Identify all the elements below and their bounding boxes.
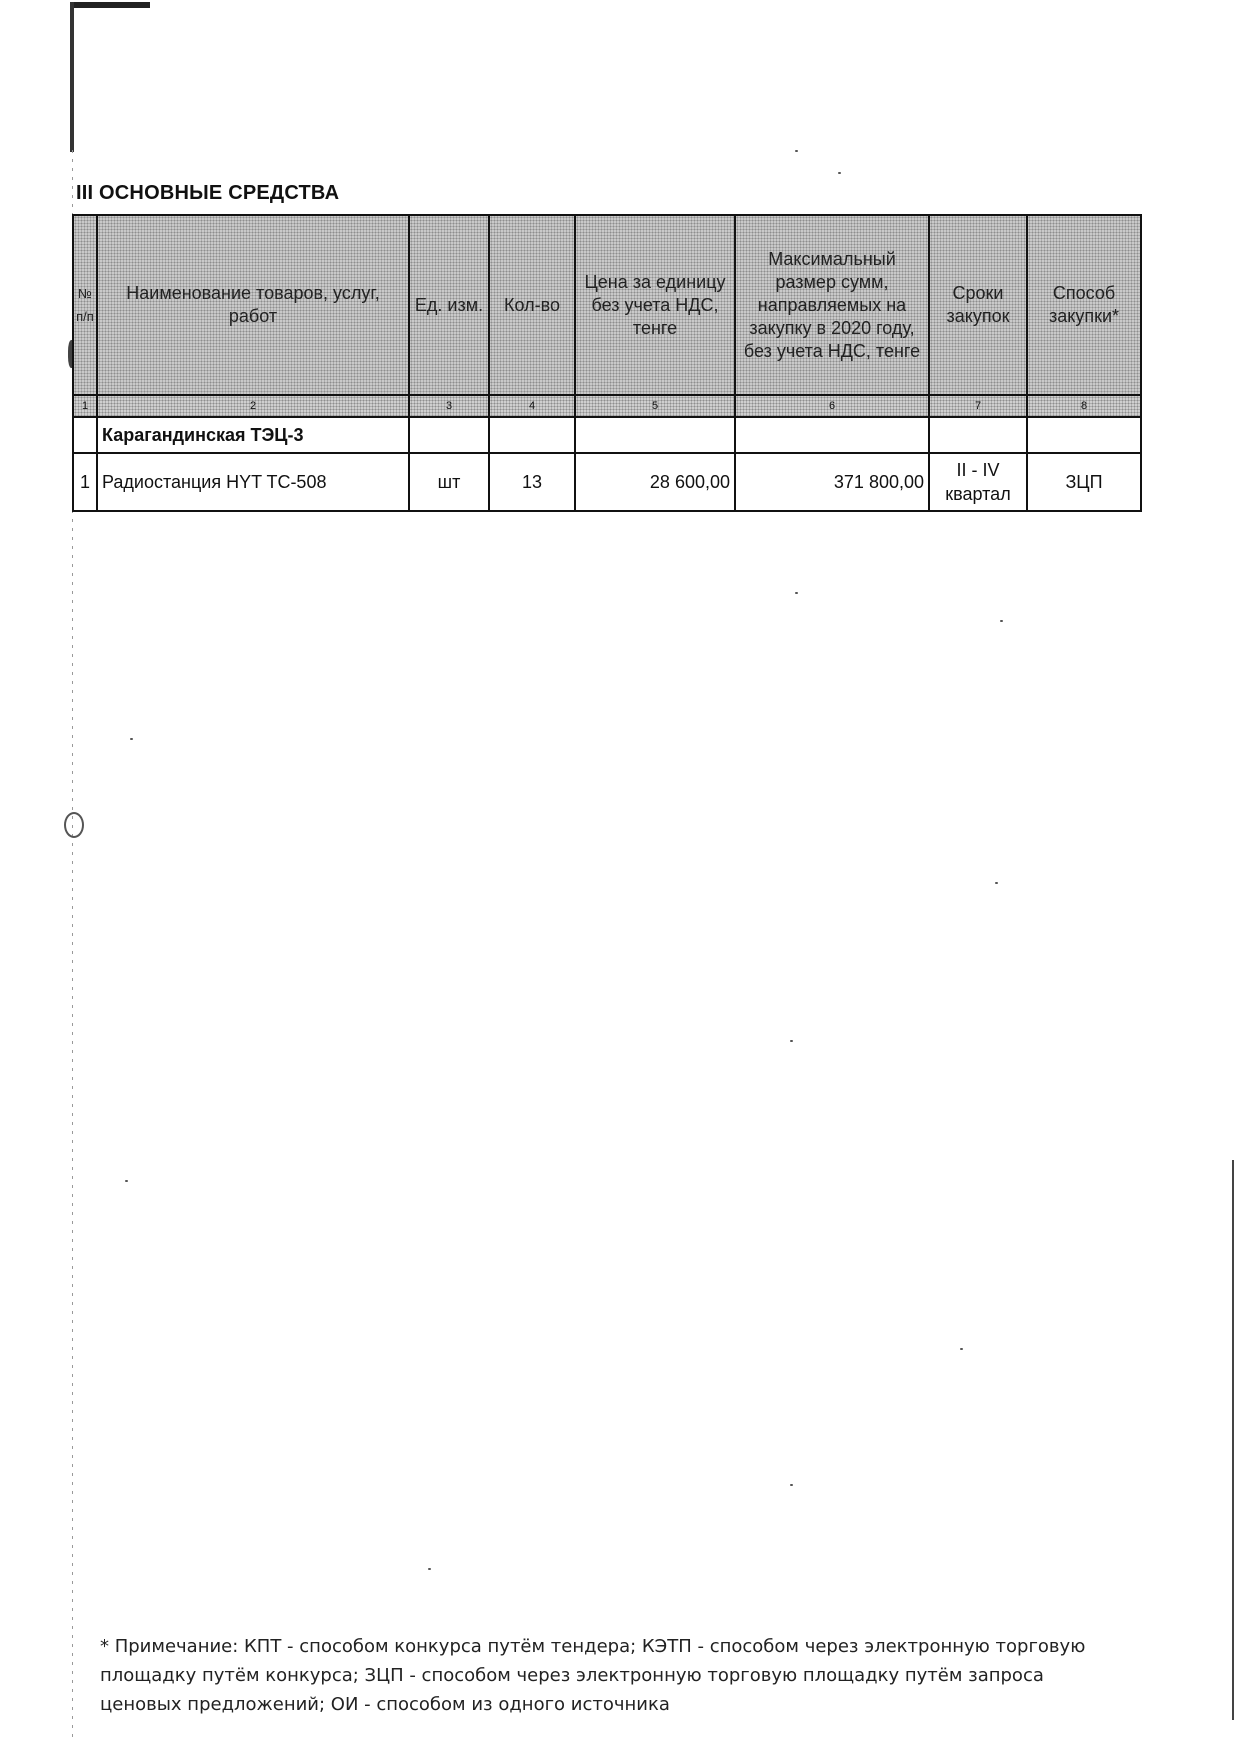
column-number: 4 (489, 395, 575, 417)
column-number-row (73, 395, 1141, 417)
table-header-row (73, 215, 1141, 395)
scan-speck (790, 1040, 793, 1042)
header-max-sum: Максимальный размер сумм, направляемых на закупку в 2020 году, без учета НДС, тенге (735, 215, 929, 395)
header-unit-price: Цена за единицу без учета НДС, тенге (575, 215, 735, 395)
table-row (73, 453, 1141, 511)
scan-speck (960, 1348, 963, 1350)
header-period: Сроки закупок (929, 215, 1027, 395)
group-cell-empty (409, 417, 489, 453)
item-period-unit: квартал (945, 484, 1011, 504)
column-number: 7 (929, 395, 1027, 417)
header-name: Наименование товаров, услуг, работ (97, 215, 409, 395)
item-max-sum: 371 800,00 (735, 453, 929, 511)
group-cell-empty (1027, 417, 1141, 453)
column-number: 8 (1027, 395, 1141, 417)
scan-speck (838, 172, 841, 174)
item-period-range: II - IV (956, 460, 1000, 480)
item-name: Радиостанция HYT TC-508 (97, 453, 409, 511)
footnote: * Примечание: КПТ - способом конкурса путём тендера; КЭТП - способом через электронную торговую площадку путём конкурса; ЗЦП - способом через электронную торговую площадку путём запроса ценовых предложений; ОИ - способом из одного источника (100, 1636, 1086, 1715)
scan-speck (428, 1568, 431, 1570)
group-cell-empty (489, 417, 575, 453)
scan-speck (795, 592, 798, 594)
scan-speck (130, 738, 133, 740)
scan-corner-mark (70, 2, 150, 8)
scan-hole-punch (64, 812, 84, 838)
scan-corner-mark-vertical (70, 2, 74, 152)
group-cell-empty (73, 417, 97, 453)
section-title: III ОСНОВНЫЕ СРЕДСТВА (76, 182, 340, 204)
column-number: 6 (735, 395, 929, 417)
row-number: 1 (73, 453, 97, 511)
column-number: 5 (575, 395, 735, 417)
scan-speck (790, 1484, 793, 1486)
group-cell-empty (929, 417, 1027, 453)
item-period (929, 453, 1027, 511)
scan-speck (795, 150, 798, 152)
column-number: 2 (97, 395, 409, 417)
scan-right-edge (1232, 1160, 1234, 1720)
item-method: ЗЦП (1027, 453, 1141, 511)
group-name: Карагандинская ТЭЦ-3 (97, 417, 409, 453)
group-cell-empty (575, 417, 735, 453)
scan-speck (995, 882, 998, 884)
group-cell-empty (735, 417, 929, 453)
header-number: № п/п (73, 215, 97, 395)
scan-speck (125, 1180, 128, 1182)
header-method: Способ закупки* (1027, 215, 1141, 395)
item-quantity: 13 (489, 453, 575, 511)
header-quantity: Кол-во (489, 215, 575, 395)
group-row (73, 417, 1141, 453)
column-number: 3 (409, 395, 489, 417)
item-unit: шт (409, 453, 489, 511)
item-unit-price: 28 600,00 (575, 453, 735, 511)
column-number: 1 (73, 395, 97, 417)
scan-speck (1000, 620, 1003, 622)
header-unit: Ед. изм. (409, 215, 489, 395)
procurement-table (72, 214, 1142, 512)
